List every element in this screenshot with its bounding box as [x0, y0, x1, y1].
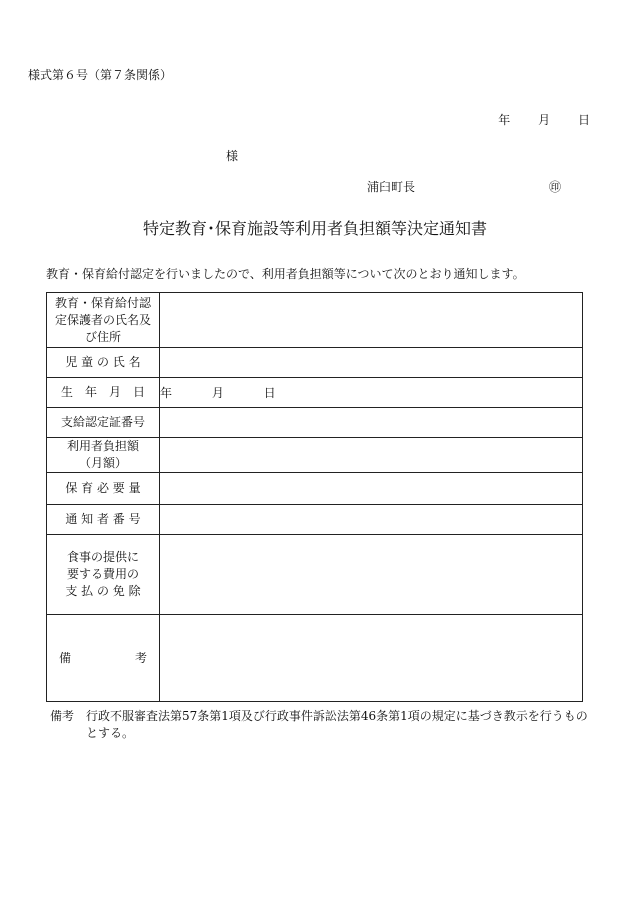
label-notice-no: 通 知 者 番 号	[47, 505, 160, 535]
label-remarks-left: 備	[59, 650, 72, 665]
value-remarks[interactable]	[160, 615, 583, 702]
label-fee-line-2: （月額）	[78, 456, 127, 470]
label-food-line-2: 要する費用の	[66, 567, 139, 581]
document-title: 特定教育･保育施設等利用者負担額等決定通知書	[142, 219, 487, 238]
footnote-label: 備考	[50, 709, 75, 723]
seal-mark: ㊞	[549, 180, 562, 194]
value-food-fee[interactable]	[160, 535, 583, 615]
row-food-fee	[47, 535, 583, 615]
value-guardian[interactable]	[160, 293, 583, 348]
intro-text: 教育・保育給付認定を行いましたので、利用者負担額等について次のとおり通知します。	[46, 267, 525, 281]
form-number: 様式第６号（第７条関係）	[28, 68, 173, 82]
row-cert-no	[47, 408, 583, 438]
value-care-need[interactable]	[160, 473, 583, 505]
row-fee	[47, 438, 583, 473]
label-care-need: 保 育 必 要 量	[47, 473, 160, 505]
label-remarks-right: 考	[134, 650, 147, 665]
date-day: 日	[577, 113, 590, 127]
label-remarks	[47, 615, 160, 702]
label-food-fee	[47, 535, 160, 615]
date-month: 月	[538, 113, 551, 127]
label-guardian	[47, 293, 160, 348]
label-fee-line-1: 利用者負担額	[66, 439, 139, 453]
value-child-name[interactable]	[160, 348, 583, 378]
notice-table	[46, 292, 583, 702]
label-food-line-1: 食事の提供に	[66, 550, 139, 564]
addressee-suffix: 様	[226, 149, 239, 163]
dob-day: 日	[263, 386, 276, 400]
value-dob[interactable]	[160, 378, 583, 408]
label-food-line-3: 支 払 の 免 除	[65, 584, 141, 598]
label-cert-no: 支給認定証番号	[47, 408, 160, 438]
dob-month: 月	[211, 386, 224, 400]
footnote	[50, 708, 590, 742]
label-guardian-line-1: 教育・保育給付認	[54, 295, 151, 310]
label-fee	[47, 438, 160, 473]
row-remarks	[47, 615, 583, 702]
label-dob: 生 年 月 日	[47, 378, 160, 408]
dob-year: 年	[160, 386, 173, 400]
row-guardian	[47, 293, 583, 348]
date-year: 年	[498, 113, 511, 127]
value-fee[interactable]	[160, 438, 583, 473]
issuer-name: 浦臼町長	[367, 180, 416, 194]
row-child-name	[47, 348, 583, 378]
value-notice-no[interactable]	[160, 505, 583, 535]
row-care-need	[47, 473, 583, 505]
row-dob	[47, 378, 583, 408]
label-guardian-line-3: び住所	[84, 329, 121, 344]
row-notice-no	[47, 505, 583, 535]
value-cert-no[interactable]	[160, 408, 583, 438]
label-guardian-line-2: 定保護者の氏名及	[54, 312, 151, 327]
footnote-text: 行政不服審査法第57条第1項及び行政事件訴訟法第46条第1項の規定に基づき教示を行うものとする。	[86, 709, 588, 740]
label-child-name: 児 童 の 氏 名	[47, 348, 160, 378]
date-line	[474, 111, 590, 128]
